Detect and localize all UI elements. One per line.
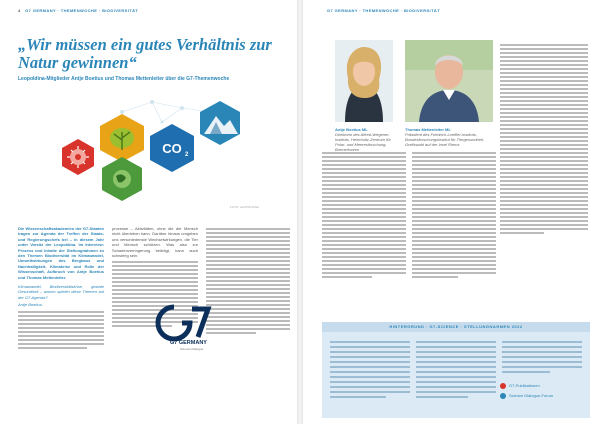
running-head-text-right: G7 GERMANY · THEMENWOCHE · BIODIVERSITÄT bbox=[327, 8, 441, 13]
co2-hexagon-icon bbox=[150, 124, 194, 172]
svg-text:CO: CO bbox=[162, 141, 182, 156]
body-lines-right-1 bbox=[322, 152, 406, 278]
bullet-dot-icon bbox=[500, 393, 506, 399]
answer-1-speaker: Antje Boetius: bbox=[18, 302, 43, 308]
portrait-antje-boetius bbox=[335, 40, 393, 122]
column-2-text: prozesse – Aktivitäten, ohne die der Mensch nicht überleben kann. Darüber hinaus umgeben uns verschiedenste Wechselwirkungen, die Tier und Mensch schützen. Was also zur Schadenverringerung beiträgt, kann auch schwierig sein. bbox=[112, 226, 198, 259]
right-running-head bbox=[327, 8, 440, 13]
article-subhead: Leopoldina-Mitglieder Antje Boetius und Thomas Mettenleiter über die G7-Themenwoche bbox=[18, 76, 230, 82]
right-column-1 bbox=[322, 150, 406, 280]
person-1-role: Direktorin des Alfred-Wegener-Instituts, Helmholtz-Zentrum für Polar- und Meeresforschung, Bremerhaven bbox=[335, 132, 391, 152]
person-2-name: Thomas Mettenleiter ML bbox=[405, 127, 451, 132]
g7-logo-subtitle: Science Dialogue bbox=[180, 347, 204, 351]
right-column-2 bbox=[412, 150, 496, 280]
virus-hexagon-icon bbox=[62, 139, 94, 175]
left-page bbox=[0, 0, 297, 424]
portrait-thomas-mettenleiter bbox=[405, 40, 493, 122]
article-headline: „Wir müssen ein gutes Verhältnis zur Natur gewinnen“ bbox=[18, 35, 272, 72]
right-column-top bbox=[500, 42, 588, 236]
bullet-1-label: G7-Publikationen bbox=[509, 383, 540, 389]
body-lines-right-top bbox=[500, 44, 588, 234]
photo-credit: FOTO: LEOPOLDINA bbox=[230, 205, 260, 209]
mountain-hexagon-icon bbox=[200, 101, 240, 145]
hexagon-graphic bbox=[42, 92, 252, 204]
page-number: 4 bbox=[18, 8, 21, 13]
svg-text:2: 2 bbox=[185, 152, 189, 158]
intro-paragraph: Die Wissenschaftsakademien der G7-Staaten tragen zur Agenda der Treffen der Staats- und Regierungschefs bei – in diesem Jahr unter Vorsitz der Leopoldina. Im Interview: Prozess und Inhalte der Stellungnahmen zu den Themen Biodiversität im Klimawandel, Umweltwirkungen des Bergbaus und Nachhaltigkeit, Klimakrise und Rolle der Wissenschaft, Aufbruch von Antje Boetius und Thomas Mettenleiter. bbox=[18, 226, 104, 280]
background-infobox bbox=[322, 322, 590, 418]
plant-hexagon-icon bbox=[100, 114, 144, 162]
bullet-2-label: Science Dialogue-Forum bbox=[509, 393, 554, 399]
infobox-title: HINTERGRUND · G7-SCIENCE · STELLUNGNAHMEN 2022 bbox=[322, 322, 590, 332]
g7-logo-label: G7 GERMANY bbox=[170, 340, 207, 346]
caption-person-1 bbox=[335, 127, 399, 152]
left-running-head bbox=[18, 8, 138, 13]
g7-logo-icon bbox=[152, 303, 222, 343]
body-lines-right-2 bbox=[412, 152, 496, 278]
infobox-col-1 bbox=[330, 338, 410, 401]
bullet-link-2[interactable] bbox=[500, 393, 553, 399]
column-1 bbox=[18, 226, 104, 351]
bullet-link-1[interactable] bbox=[500, 383, 540, 389]
caption-person-2 bbox=[405, 127, 489, 147]
person-1-name: Antje Boetius ML bbox=[335, 127, 368, 132]
running-head-text: G7 GERMANY · THEMENWOCHE · BIODIVERSITÄT bbox=[25, 8, 139, 13]
infobox-col-3 bbox=[502, 338, 582, 376]
earth-hexagon-icon bbox=[102, 157, 142, 201]
body-lines-col-1 bbox=[18, 311, 104, 349]
person-2-role: Präsident des Friedrich-Loeffler-Instituts, Bundesforschungsinstitut für Tiergesundheit, Greifswald auf der Insel Riems bbox=[405, 132, 485, 147]
infobox-col-2 bbox=[416, 338, 496, 401]
question-1: Klimawandel, Biodiversitätskrise, globale Gesundheit – warum spielen diese Themen auf der G7-Agenda? bbox=[18, 284, 104, 300]
bullet-dot-icon bbox=[500, 383, 506, 389]
